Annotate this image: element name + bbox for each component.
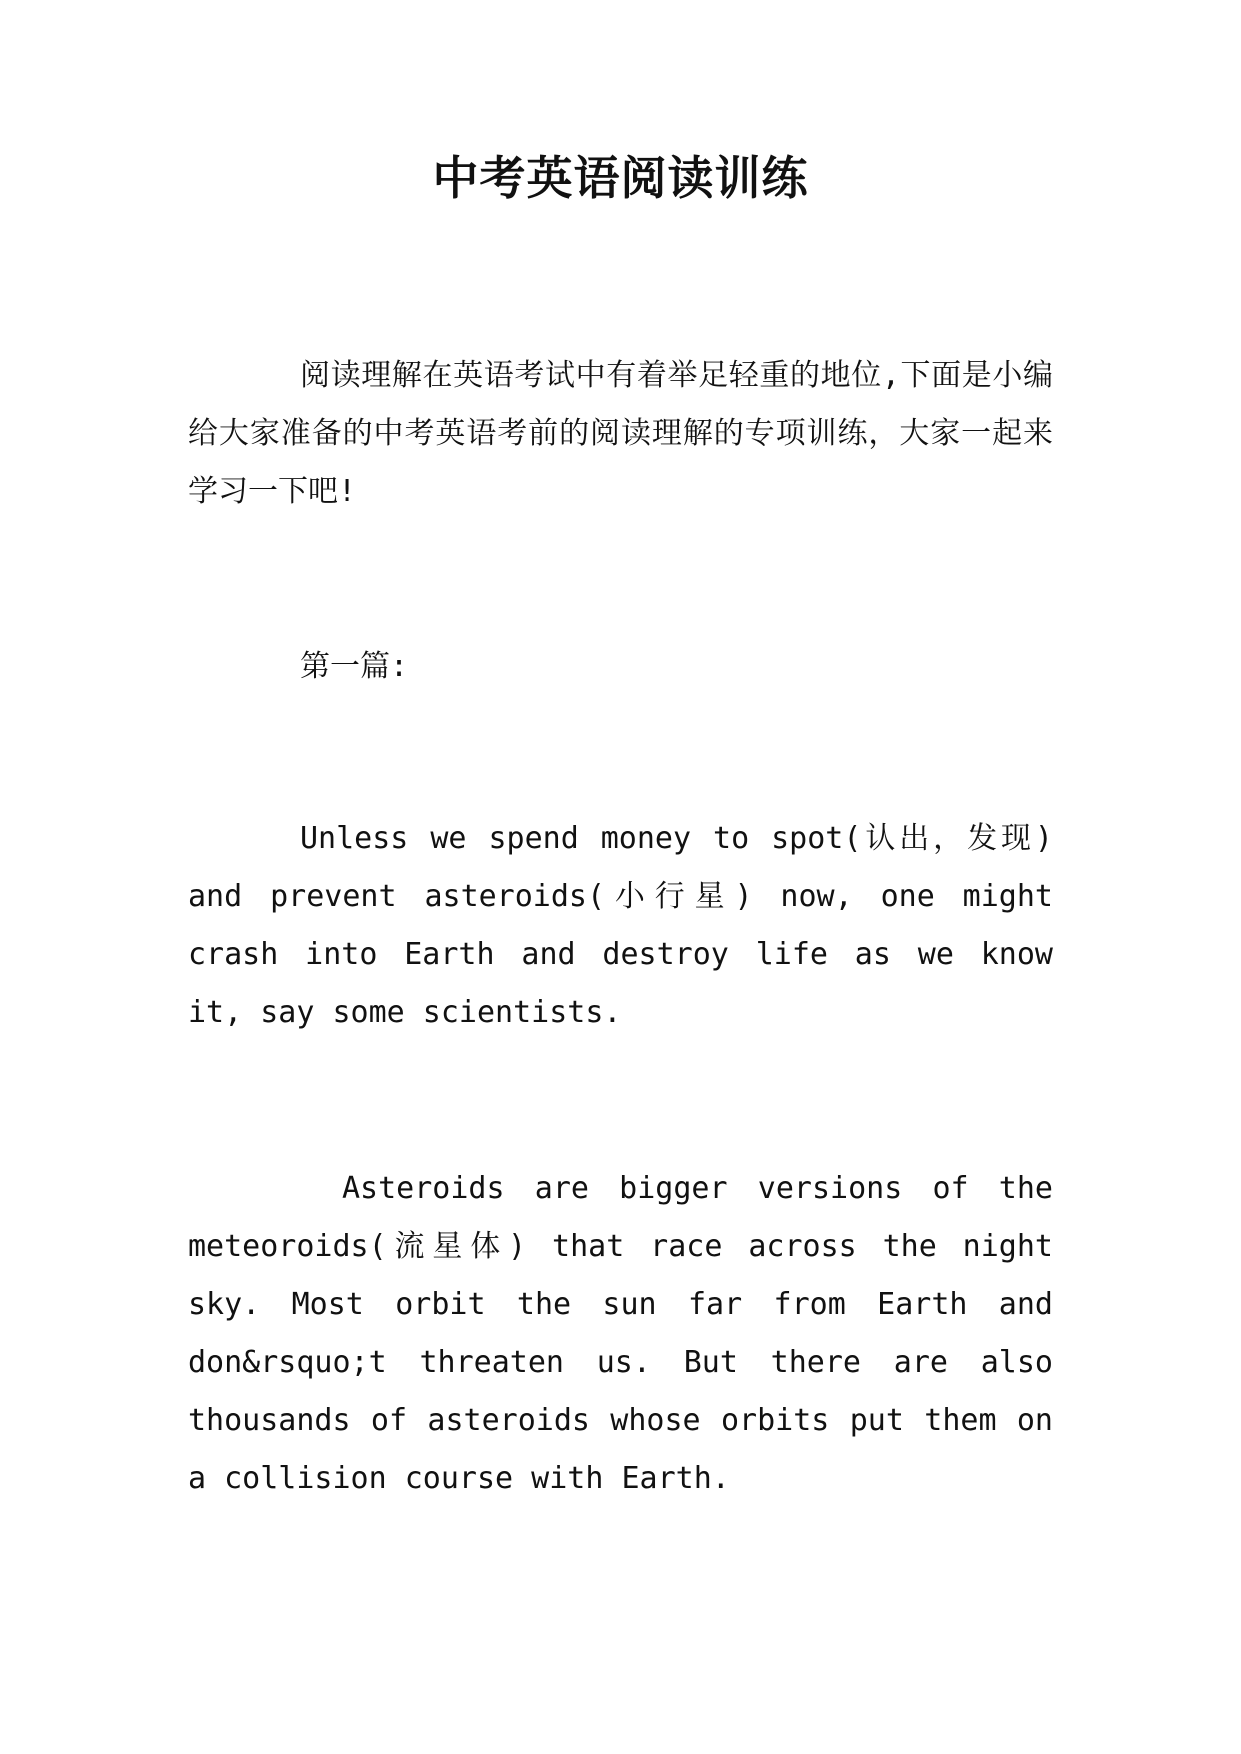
- document-title: 中考英语阅读训练: [432, 151, 809, 205]
- intro-paragraph: 阅读理解在英语考试中有着举足轻重的地位,下面是小编给大家准备的中考英语考前的阅读理解的专项训练，大家一起来学习一下吧!: [188, 358, 1053, 509]
- body-paragraph-1: Unless we spend money to spot(认出，发现) and prevent asteroids(小行星) now, one might crash into Earth and destroy life as we know it, say some scientists.: [188, 821, 1053, 1030]
- body-paragraph-2: Asteroids are bigger versions of the meteoroids(流星体) that race across the night sky. Most orbit the sun far from Earth and don&rsquo;t threaten us. But there are also thousands of asteroids whose orbits put them on a collision course with Earth.: [188, 1171, 1053, 1496]
- section-heading: 第一篇:: [300, 649, 409, 684]
